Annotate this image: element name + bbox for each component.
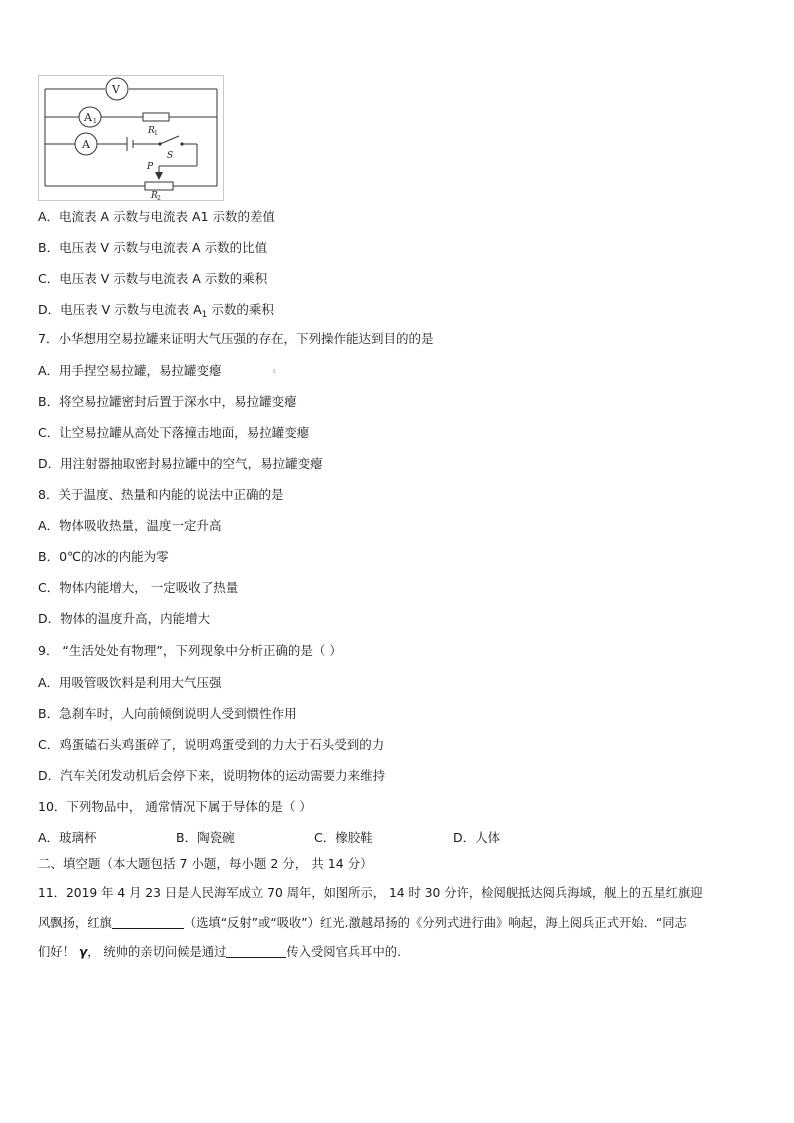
q10-option-c: C．橡胶鞋 (314, 830, 373, 845)
voltmeter-label: V (112, 83, 120, 96)
q7-option-b: B．将空易拉罐密封后置于深水中，易拉罐变瘪 (38, 394, 297, 409)
q10-option-b: B．陶瓷碗 (176, 830, 235, 845)
ammeter-a1-label: A (84, 111, 92, 124)
q6-option-d-subscript: 1 (201, 310, 208, 320)
q11-line-3-mark: γ (78, 945, 88, 959)
q6-option-d (38, 301, 274, 324)
r2-subscript: 2 (157, 195, 161, 200)
q7-stem: 7．小华想用空易拉罐来证明大气压强的存在，下列操作能达到目的的是 (38, 331, 434, 346)
q9-option-a: A．用吸管吸饮料是利用大气压强 (38, 675, 222, 690)
q11-line-2-part-b: （选填“反射”或“吸收”）红光.激越昂扬的《分列式进行曲》响起，海上阅兵正式开始．“同志 (183, 916, 687, 930)
q7-option-a: A．用手捏空易拉罐，易拉罐变瘪 (38, 363, 222, 378)
slider-label: P (147, 162, 154, 172)
q7-option-d: D．用注射器抽取密封易拉罐中的空气，易拉罐变瘪 (38, 456, 323, 471)
q8-option-a: A．物体吸收热量，温度一定升高 (38, 518, 222, 533)
q6-option-a: A．电流表 A 示数与电流表 A1 示数的差值 (38, 209, 276, 224)
q10-option-a: A．玻璃杯 (38, 830, 97, 845)
q9-option-d: D．汽车关闭发动机后会停下来，说明物体的运动需要力来维持 (38, 768, 386, 783)
q6-option-c: C．电压表 V 示数与电流表 A 示数的乘积 (38, 271, 268, 286)
q8-option-d: D．物体的温度升高，内能增大 (38, 611, 211, 626)
q10-option-d: D．人体 (453, 830, 501, 845)
q6-option-b: B．电压表 V 示数与电流表 A 示数的比值 (38, 240, 268, 255)
resistor-r2-symbol (145, 182, 173, 190)
ammeter-a-label: A (82, 138, 90, 151)
slider-arrow (155, 172, 163, 180)
q8-stem: 8．关于温度、热量和内能的说法中正确的是 (38, 487, 284, 502)
q7-option-c: C．让空易拉罐从高处下落撞击地面，易拉罐变瘪 (38, 425, 310, 440)
q9-option-b: B．急刹车时，人向前倾倒说明人受到惯性作用 (38, 706, 297, 721)
q11-blank-2[interactable] (226, 944, 286, 958)
q9-stem: 9． “生活处处有物理”，下列现象中分析正确的是（ ） (38, 643, 342, 658)
r1-label: R (148, 126, 155, 136)
q6-option-d-suffix: 示数的乘积 (207, 302, 274, 317)
q11-line-3-part-b: ， 统帅的亲切问候是通过 (87, 945, 227, 959)
q11-line-3-part-a: 们好！ (38, 945, 79, 959)
q11-line-1: 11．2019 年 4 月 23 日是人民海军成立 70 周年，如图所示， 14 时 30 分许，检阅舰抵达阅兵海域，舰上的五星红旗迎 (38, 886, 703, 900)
q11-line-3-part-c: 传入受阅官兵耳中的. (286, 945, 401, 959)
q11-line-2 (38, 914, 687, 932)
r2-label: R (151, 191, 158, 200)
q9-option-c: C．鸡蛋磕石头鸡蛋碎了，说明鸡蛋受到的力大于石头受到的力 (38, 737, 385, 752)
ammeter-a1-subscript: 1 (93, 118, 97, 125)
resistor-r1-symbol (143, 113, 169, 121)
section-2-title: 二、填空题（本大题包括 7 小题，每小题 2 分， 共 14 分） (38, 856, 373, 871)
switch-lever (160, 136, 179, 144)
q10-stem: 10．下列物品中， 通常情况下属于导体的是（ ） (38, 799, 312, 814)
circuit-diagram (38, 75, 224, 201)
q6-option-d-prefix: D．电压表 V 示数与电流表 A (38, 302, 202, 317)
q10-options-row (0, 829, 794, 847)
q8-option-b: B．0℃的冰的内能为零 (38, 549, 169, 564)
q11-blank-1[interactable] (112, 915, 184, 929)
q11-line-2-part-a: 风飘扬，红旗 (38, 916, 112, 930)
q7-stray-mark: c (273, 368, 277, 375)
q8-option-c: C．物体内能增大， 一定吸收了热量 (38, 580, 239, 595)
r1-subscript: 1 (154, 130, 158, 137)
q11-line-3 (38, 943, 401, 961)
switch-label: S (167, 151, 174, 161)
circuit-drawing (39, 76, 223, 200)
